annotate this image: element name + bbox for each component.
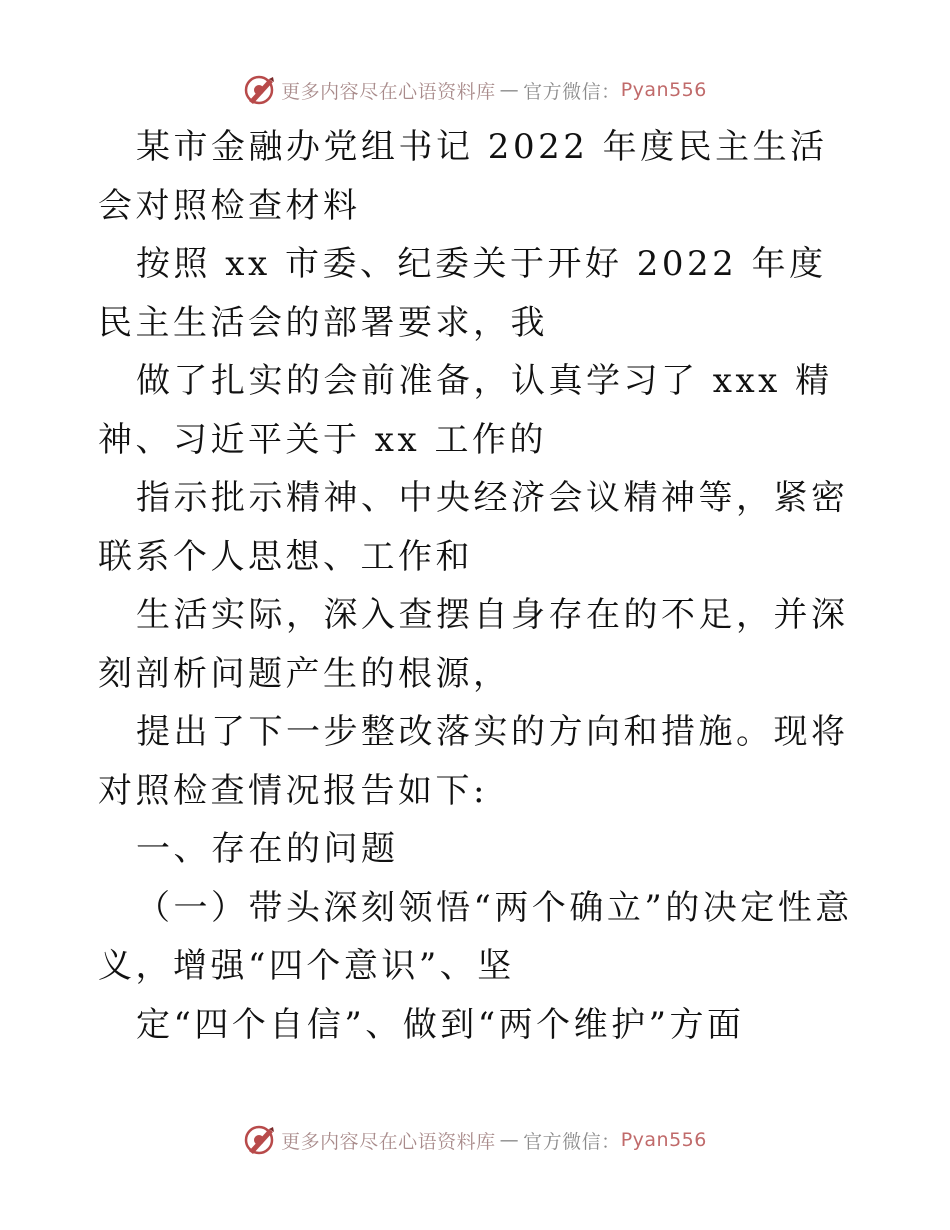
watermark-text: 更多内容尽在心语资料库 — [281, 80, 496, 103]
section-heading: 一、存在的问题 — [136, 829, 399, 869]
pen-logo-icon — [243, 1123, 277, 1157]
document-title: 某市金融办党组书记 2022 年度民主生活会对照检查材料 — [98, 127, 828, 226]
paragraph: 指示批示精神、中央经济会议精神等，紧密联系个人思想、工作和 — [98, 478, 849, 577]
paragraph: 按照 xx 市委、纪委关于开好 2022 年度民主生活会的部署要求，我 — [98, 244, 827, 343]
paragraph: 定“四个自信”、做到“两个维护”方面 — [136, 1004, 745, 1045]
watermark-separator: — — [499, 1129, 520, 1151]
watermark-label: 官方微信： — [523, 1130, 621, 1153]
footer-watermark — [0, 1120, 950, 1160]
header-watermark — [0, 70, 950, 110]
watermark-text: 更多内容尽在心语资料库 — [281, 1130, 496, 1153]
document-body — [98, 118, 858, 1054]
watermark-label: 官方微信： — [523, 80, 621, 103]
paragraph: 生活实际，深入查摆自身存在的不足，并深刻剖析问题产生的根源， — [98, 595, 849, 694]
watermark-id: Pyan556 — [620, 1129, 707, 1151]
paragraph: 提出了下一步整改落实的方向和措施。现将对照检查情况报告如下: — [98, 712, 849, 811]
watermark-separator: — — [499, 79, 520, 101]
subsection-heading: （一）带头深刻领悟“两个确立”的决定性意义，增强“四个意识”、坚 — [98, 887, 853, 986]
pen-logo-icon — [243, 73, 277, 107]
watermark-id: Pyan556 — [620, 79, 707, 101]
paragraph: 做了扎实的会前准备，认真学习了 xxx 精神、习近平关于 xx 工作的 — [98, 361, 833, 460]
